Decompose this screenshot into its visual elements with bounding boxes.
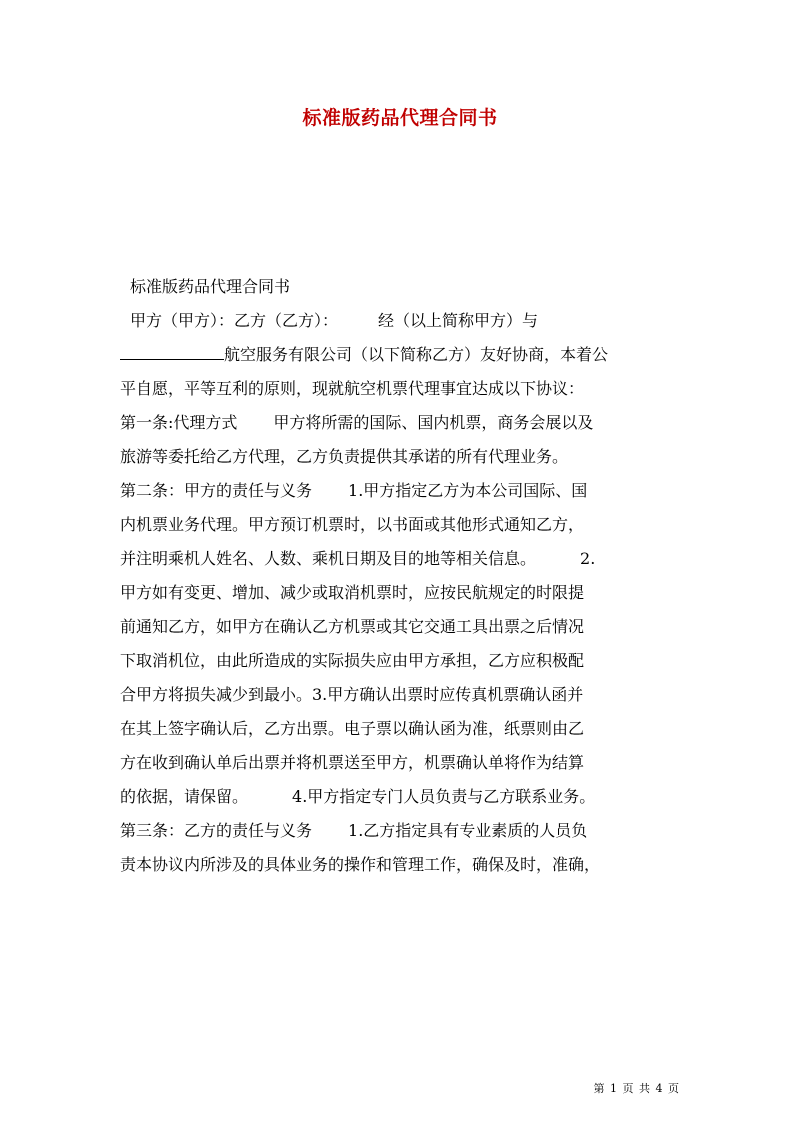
text-segment: 1.乙方指定具有专业素质的人员负 (348, 821, 588, 840)
text-segment: 甲方（甲方）：乙方（乙方）： (130, 311, 339, 330)
text-segment: 并注明乘机人姓名、人数、乘机日期及目的地等相关信息。 (120, 549, 537, 568)
text-segment: 1.甲方指定乙方为本公司国际、国 (348, 481, 588, 500)
paragraph-line: 前通知乙方，如甲方在确认乙方机票或其它交通工具出票之后情况 (120, 617, 585, 636)
paragraph-line (120, 406, 684, 440)
paragraph-line: 内机票业务代理。甲方预订机票时，以书面或其他形式通知乙方， (120, 515, 585, 534)
paragraph-line (120, 780, 684, 814)
paragraph-line: 在其上签字确认后，乙方出票。电子票以确认函为准，纸票则由乙 (120, 719, 585, 738)
article-heading: 第一条:代理方式 (120, 413, 238, 432)
paragraph-line: 合甲方将损失减少到最小。3.甲方确认出票时应传真机票确认函并 (120, 685, 584, 704)
article-heading: 第三条：乙方的责任与义务 (120, 821, 313, 840)
document-title: 标准版药品代理合同书 (302, 107, 498, 129)
document-body (120, 270, 684, 882)
text-segment: 经（以上简称甲方）与 (378, 311, 539, 330)
paragraph-line: 责本协议内所涉及的具体业务的操作和管理工作，确保及时，准确， (120, 855, 601, 874)
paragraph-line: 下取消机位，由此所造成的实际损失应由甲方承担，乙方应积极配 (120, 651, 585, 670)
paragraph-line (120, 474, 684, 508)
paragraph-line: 旅游等委托给乙方代理，乙方负责提供其承诺的所有代理业务。 (120, 447, 569, 466)
article-heading: 第二条：甲方的责任与义务 (120, 481, 313, 500)
text-segment: 甲方将所需的国际、国内机票，商务会展以及 (273, 413, 594, 432)
paragraph-line: 方在收到确认单后出票并将机票送至甲方，机票确认单将作为结算 (120, 753, 585, 772)
paragraph-line: 平自愿，平等互利的原则，现就航空机票代理事宜达成以下协议： (120, 379, 585, 398)
document-subtitle: 标准版药品代理合同书 (130, 277, 291, 296)
text-segment: 航空服务有限公司（以下简称乙方）友好协商，本着公 (224, 345, 609, 364)
blank-fill-line (120, 341, 224, 360)
paragraph-line (120, 542, 684, 576)
paragraph-line (120, 338, 684, 372)
paragraph-line: 甲方如有变更、增加、减少或取消机票时，应按民航规定的时限提 (120, 583, 585, 602)
text-segment: 4.甲方指定专门人员负责与乙方联系业务。 (292, 787, 596, 806)
paragraph-line (120, 304, 684, 338)
text-segment: 的依据，请保留。 (120, 787, 249, 806)
paragraph-line (120, 814, 684, 848)
text-segment: 2. (580, 549, 596, 568)
page-number: 第 1 页 共 4 页 (593, 1082, 680, 1095)
